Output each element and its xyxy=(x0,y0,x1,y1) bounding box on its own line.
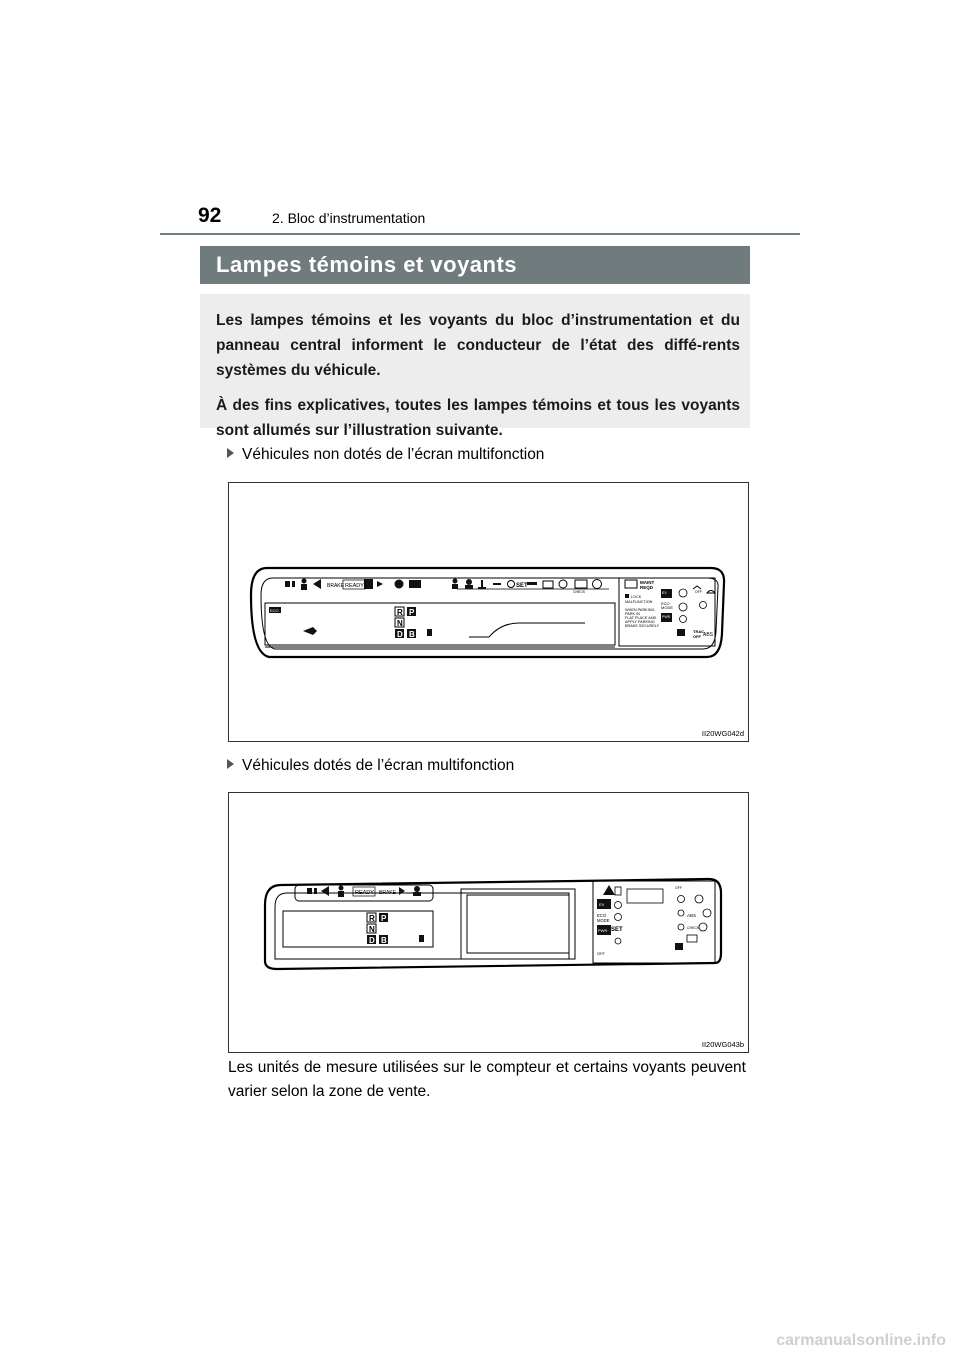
svg-text:MODE: MODE xyxy=(661,605,673,610)
svg-text:MAINT: MAINT xyxy=(640,580,655,585)
triangle-bullet-icon xyxy=(227,448,234,458)
svg-text:APPLY PARKING: APPLY PARKING xyxy=(625,620,655,624)
intro-paragraph-1: Les lampes témoins et les voyants du bloc d’instrumentation et du panneau central informent le conducteur de l’état des diffé-rents systèmes du véhicule. xyxy=(216,312,740,379)
figure-instrument-cluster-1 xyxy=(228,482,749,742)
svg-text:B: B xyxy=(409,630,415,639)
figure2-caption xyxy=(227,757,514,775)
svg-text:PARK IN: PARK IN xyxy=(625,612,640,616)
svg-text:MALFUNCTION: MALFUNCTION xyxy=(625,600,653,604)
header-rule xyxy=(160,233,800,235)
svg-text:SET: SET xyxy=(516,583,528,589)
svg-text:FLAT PLACE AND: FLAT PLACE AND xyxy=(625,616,657,620)
svg-text:OFF: OFF xyxy=(597,951,605,956)
ready-indicator: READY xyxy=(345,583,364,589)
section-title: Lampes témoins et voyants xyxy=(216,252,518,277)
svg-text:REQD: REQD xyxy=(640,585,654,590)
cluster-illustration-1 xyxy=(229,483,748,741)
chapter-title: 2. Bloc d’instrumentation xyxy=(272,210,426,226)
intro-box xyxy=(200,294,750,439)
svg-text:SET: SET xyxy=(611,927,623,933)
svg-text:MODE: MODE xyxy=(597,918,610,923)
figure2-caption-text: Véhicules dotés de l’écran multifonction xyxy=(242,757,515,774)
figure-instrument-cluster-2 xyxy=(228,792,749,1053)
svg-text:OFF: OFF xyxy=(695,590,702,594)
svg-text:ECO: ECO xyxy=(661,601,670,606)
svg-text:P: P xyxy=(409,608,415,617)
triangle-bullet-icon xyxy=(227,759,234,769)
svg-text:LOCK: LOCK xyxy=(631,595,642,599)
svg-text:BRAKE: BRAKE xyxy=(379,890,396,896)
page-number: 92 xyxy=(198,204,222,227)
intro-paragraph-2: À des fins explicatives, toutes les lampes témoins et tous les voyants sont allumés sur l’illustration suivante. xyxy=(216,397,740,439)
svg-text:BRAKE SECURELY: BRAKE SECURELY xyxy=(625,624,660,628)
svg-text:BRAKE: BRAKE xyxy=(327,583,344,589)
svg-text:ABS: ABS xyxy=(703,632,714,638)
figure1-code: II20WG042d xyxy=(701,729,744,738)
svg-text:N: N xyxy=(369,925,375,934)
figure1-caption-text: Véhicules non dotés de l’écran multifonction xyxy=(242,446,545,463)
svg-text:WHEN PARKING,: WHEN PARKING, xyxy=(625,608,656,612)
watermark: carmanualsonline.info xyxy=(776,1332,946,1349)
svg-text:P: P xyxy=(381,914,387,923)
svg-text:ABS: ABS xyxy=(687,913,697,918)
svg-text:READY: READY xyxy=(355,890,374,896)
svg-text:CHECK: CHECK xyxy=(573,590,586,594)
cluster-illustration-2 xyxy=(229,793,748,1052)
svg-text:CHECK: CHECK xyxy=(687,926,700,930)
svg-text:PWR: PWR xyxy=(598,928,608,933)
svg-text:ECO: ECO xyxy=(270,608,279,613)
footer-note: Les unités de mesure utilisées sur le compteur et certains voyants peuvent varier selon la zone de vente. xyxy=(228,1059,746,1100)
svg-text:R: R xyxy=(369,914,375,923)
svg-text:N: N xyxy=(397,619,403,628)
svg-text:ECO: ECO xyxy=(597,913,607,918)
svg-text:OFF: OFF xyxy=(675,886,682,890)
svg-text:R: R xyxy=(397,608,403,617)
figure1-caption xyxy=(227,446,544,464)
svg-text:D: D xyxy=(369,936,375,945)
svg-text:D: D xyxy=(397,630,403,639)
svg-text:OFF: OFF xyxy=(693,634,701,639)
svg-text:TRAC: TRAC xyxy=(693,629,705,634)
section-title-bar xyxy=(200,246,750,284)
svg-text:EV: EV xyxy=(662,591,667,595)
svg-text:B: B xyxy=(381,936,387,945)
svg-text:EV: EV xyxy=(599,902,605,907)
svg-text:PWR: PWR xyxy=(662,615,671,619)
figure2-code: II20WG043b xyxy=(701,1040,744,1049)
